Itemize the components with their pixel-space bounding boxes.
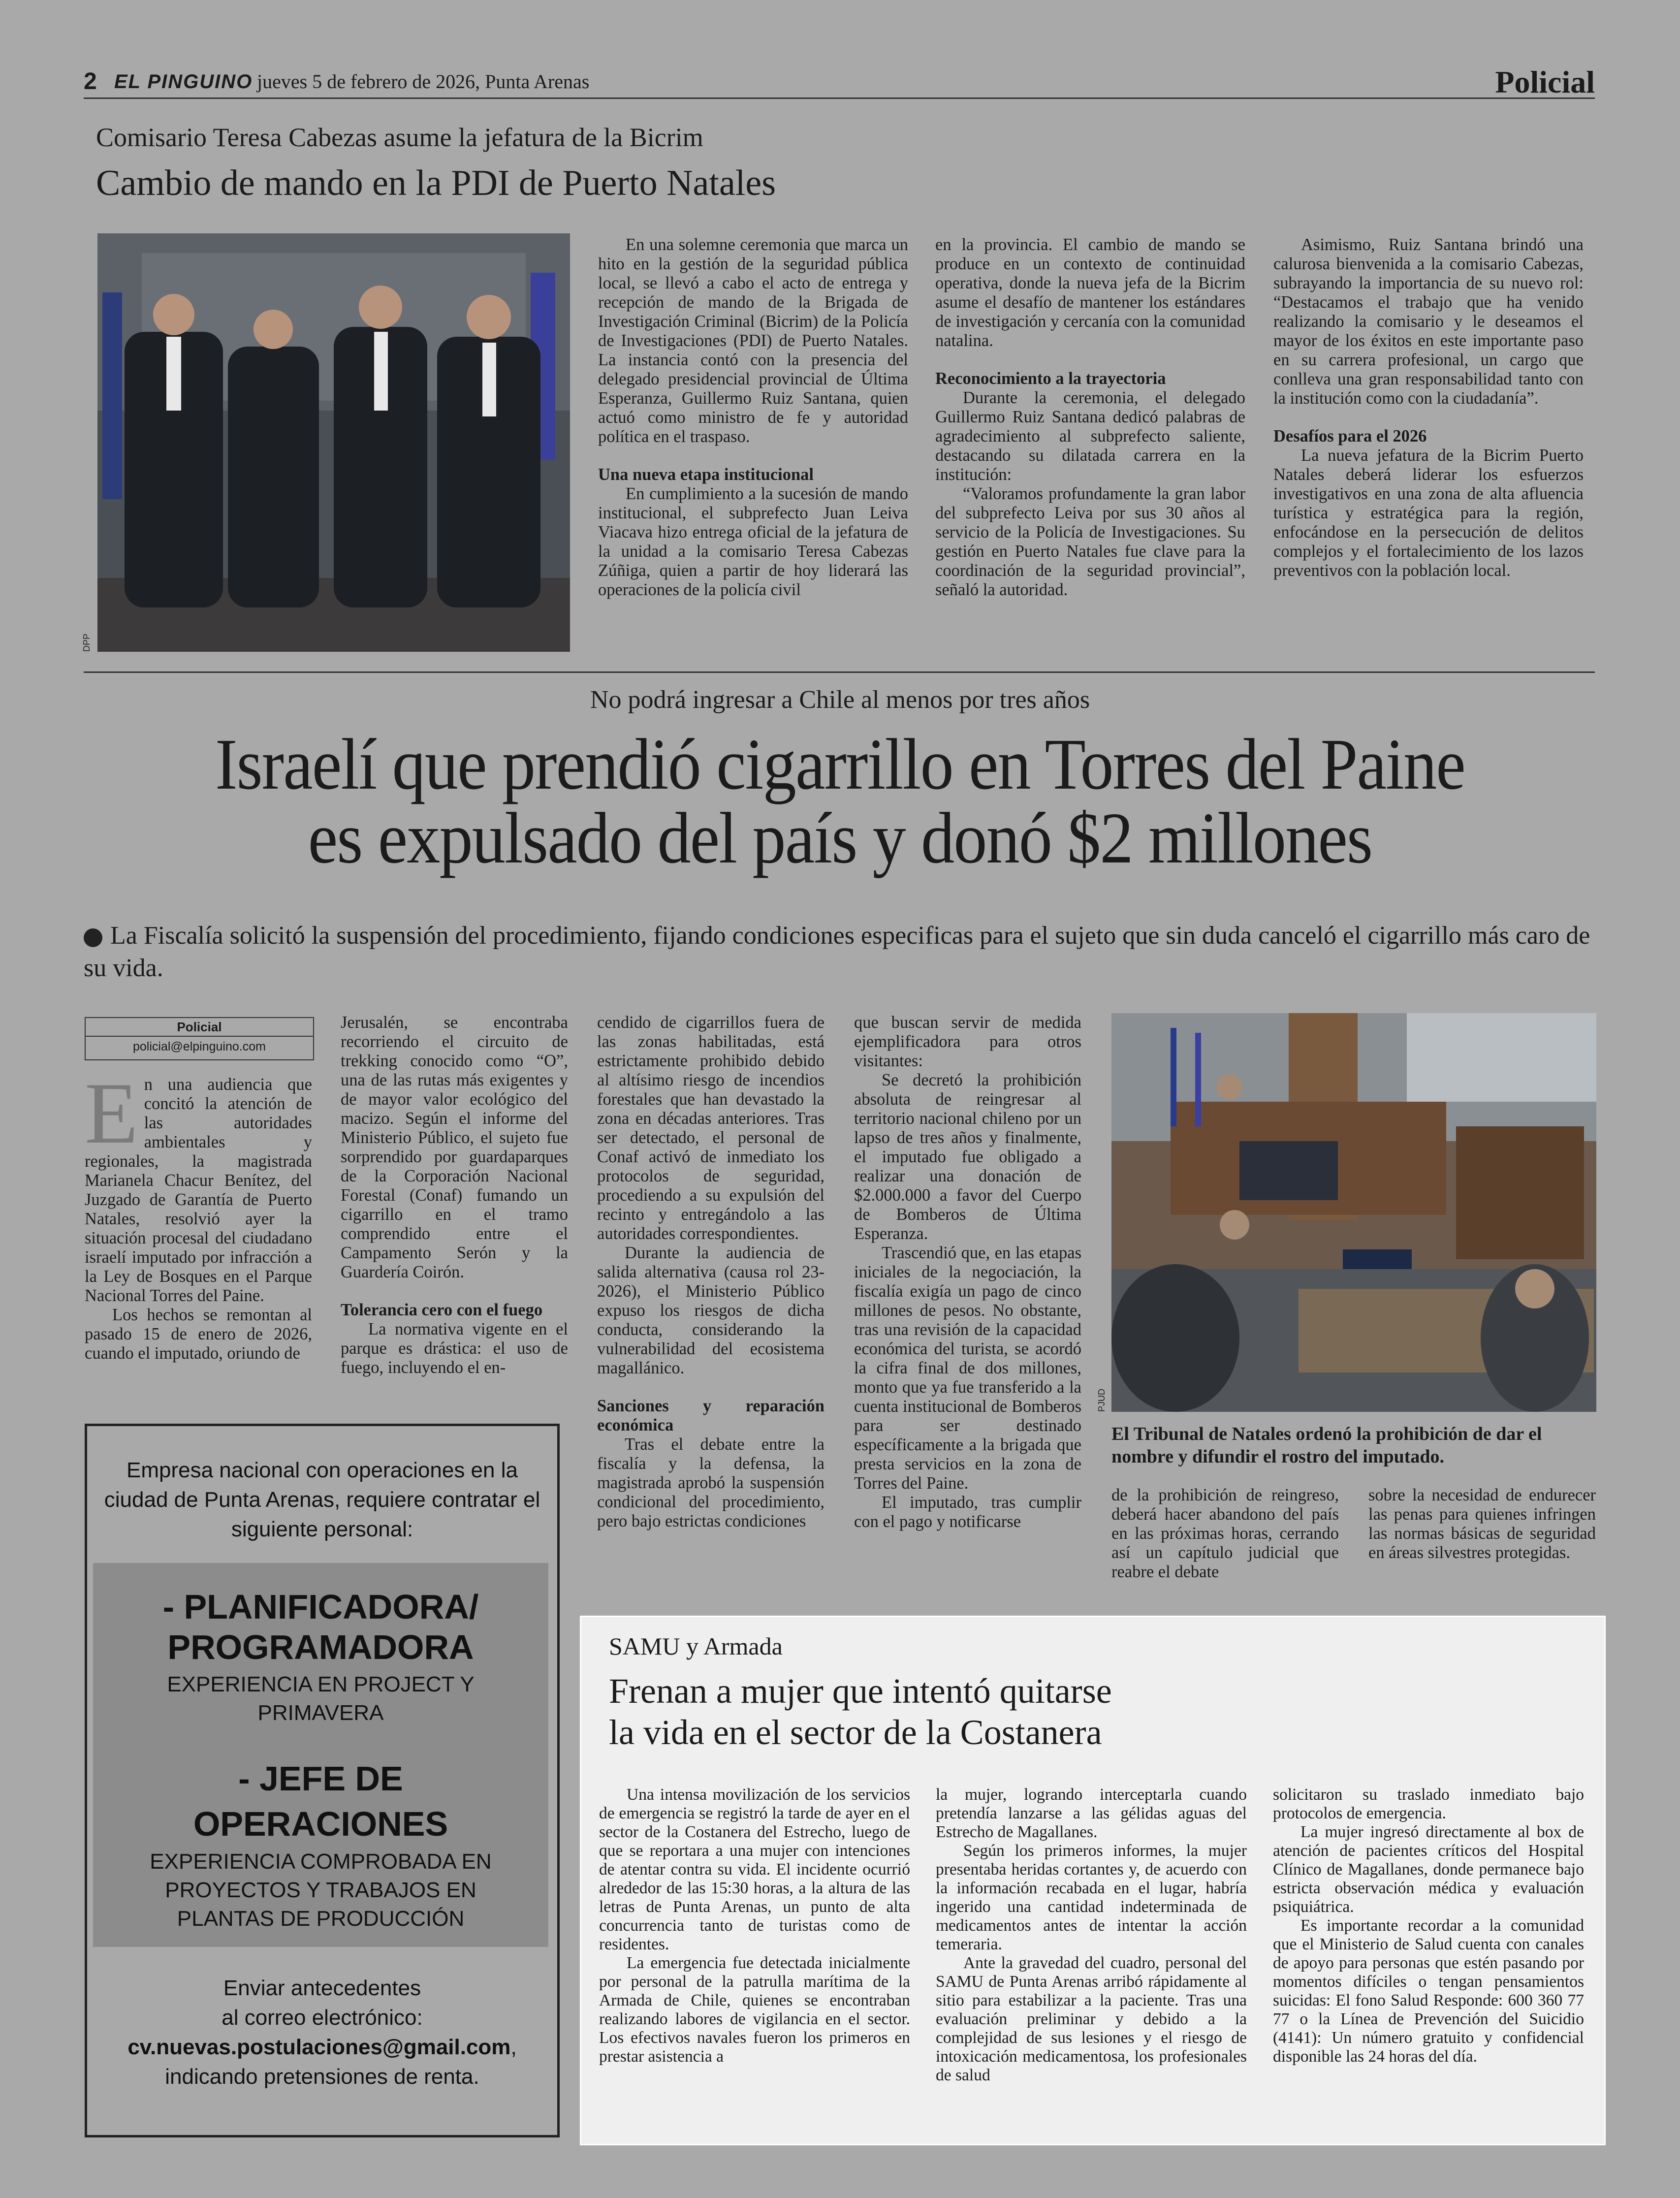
article2-kicker: No podrá ingresar a Chile al menos por tres años bbox=[590, 686, 1090, 714]
article2-lead bbox=[84, 920, 1595, 985]
article2-headline-line2: es expulsado del país y donó $2 millones bbox=[308, 798, 1372, 879]
article2-column-2 bbox=[341, 1013, 568, 1377]
article2-headline-line1: Israelí que prendió cigarrillo en Torres del Paine bbox=[215, 724, 1465, 805]
article2-column-4 bbox=[854, 1013, 1081, 1531]
article2-column-3 bbox=[597, 1013, 824, 1531]
article1-photo bbox=[97, 233, 570, 652]
ceremony-photo-illustration bbox=[97, 233, 570, 652]
article2-column-1 bbox=[85, 1064, 312, 1363]
section-divider bbox=[84, 671, 1595, 673]
subheading: Tolerancia cero con el fuego bbox=[341, 1301, 543, 1319]
paragraph: La nueva jefatura de la Bicrim Puerto Natales deberá liderar los esfuerzos investigativos en una zona de alta afluencia turística y estratégica para la región, enfocándose en la persecución de delitos complejos y el fortalecimiento de los lazos preventivos con la población local. bbox=[1273, 446, 1584, 580]
dateline: jueves 5 de febrero de 2026, Punta Arenas bbox=[257, 70, 590, 93]
article2-headline bbox=[67, 724, 1613, 879]
drop-cap: E bbox=[85, 1064, 138, 1162]
article1-column-1 bbox=[598, 235, 908, 600]
article3-column-3 bbox=[1273, 1785, 1584, 2066]
subheading: Una nueva etapa institucional bbox=[598, 465, 814, 484]
job1-title bbox=[93, 1587, 548, 1667]
paragraph: Se decretó la prohibición absoluta de reingresar al territorio nacional chileno por un lapso de tres años y finalmente, el imputado fue obligado a realizar una donación de $2.000.000 a favor del Cuerpo de Bomberos de Última Esperanza. bbox=[854, 1071, 1081, 1243]
ad-email-link[interactable]: cv.nuevas.postulaciones@gmail.com bbox=[127, 2035, 511, 2059]
section-title: Policial bbox=[1495, 64, 1595, 99]
job2-requirements: EXPERIENCIA COMPROBADA EN PROYECTOS Y TRABAJOS EN PLANTAS DE PRODUCCIÓN bbox=[150, 1849, 492, 1931]
photo-credit: DPP bbox=[82, 633, 92, 652]
article3-box bbox=[580, 1616, 1606, 2145]
byline-box bbox=[85, 1017, 314, 1060]
job2-title bbox=[93, 1756, 548, 1847]
article2-column-5 bbox=[1111, 1486, 1339, 1582]
paragraph: Una intensa movilización de los servicios de emergencia se registró la tarde de ayer en el sector de la Costanera del Estrecho, luego de que se reportara a una mujer con intenciones de atentar contra su vida. El incidente ocurrió alrededor de las 15:30 horas, a la altura de las letras de Punta Arenas, un punto de alta concurrencia tanto de turistas como de residentes. bbox=[599, 1785, 910, 1953]
byline-section: Policial bbox=[86, 1018, 313, 1037]
article3-column-2 bbox=[936, 1785, 1247, 2085]
job1-title-line2: PROGRAMADORA bbox=[167, 1628, 474, 1666]
paragraph: La normativa vigente en el parque es drástica: el uso de fuego, incluyendo el en- bbox=[341, 1320, 568, 1377]
bullet-icon bbox=[84, 928, 102, 947]
article3-headline bbox=[609, 1670, 1446, 1753]
paragraph: Tras el debate entre la fiscalía y la defensa, la magistrada aprobó la suspensión condicional del procedimiento, pero bajo estrictas condiciones bbox=[597, 1435, 824, 1530]
byline-email[interactable]: policial@elpinguino.com bbox=[133, 1040, 266, 1053]
paragraph: En cumplimiento a la sucesión de mando institucional, el subprefecto Juan Leiva Viacava hizo entrega oficial de la jefatura de la unidad a la comisario Teresa Cabezas Zúñiga, quien a partir de hoy liderará las operaciones de la policía civil bbox=[598, 484, 908, 599]
article1-kicker: Comisario Teresa Cabezas asume la jefatura de la Bicrim bbox=[96, 123, 703, 152]
page-number: 2 bbox=[84, 68, 97, 95]
paragraph: cendido de cigarrillos fuera de las zonas habilitadas, está estrictamente prohibido debido al altísimo riesgo de incendios forestales que han devastado la zona en décadas anteriores. Tras ser detectado, el personal de Conaf activó de inmediato los protocolos de seguridad, procediendo a su expulsión del recinto y entregándolo a las autoridades correspondientes. bbox=[597, 1013, 824, 1243]
paragraph: solicitaron su traslado inmediato bajo protocolos de emergencia. bbox=[1273, 1785, 1584, 1822]
paragraph: “Valoramos profundamente la gran labor del subprefecto Leiva por sus 30 años al servicio de la Policía de Investigaciones. Su gestión en Puerto Natales fue clave para la coordinación de la seguridad provincial”, señaló la autoridad. bbox=[935, 484, 1245, 599]
article1-headline: Cambio de mando en la PDI de Puerto Natales bbox=[96, 163, 776, 203]
paragraph: en la provincia. El cambio de mando se produce en un contexto de continuidad operativa, donde la nueva jefa de la Bicrim asume el desafío de mantener los estándares de investigación y cercanía con la comunidad natalina. bbox=[935, 235, 1245, 350]
subheading: Reconocimiento a la trayectoria bbox=[935, 369, 1166, 388]
article1-column-3 bbox=[1273, 235, 1584, 580]
job2-title-line1: - JEFE DE bbox=[238, 1759, 403, 1798]
paragraph: Según los primeros informes, la mujer presentaba heridas cortantes y, de acuerdo con la información recabada en el lugar, habría ingerido una cantidad indeterminada de medicamentos antes de intentar la acción temeraria. bbox=[936, 1842, 1247, 1953]
paragraph: El imputado, tras cumplir con el pago y notificarse bbox=[854, 1493, 1081, 1531]
paragraph: Trascendió que, en las etapas iniciales de la negociación, la fiscalía exigía un pago de cinco millones de pesos. No obstante, tras una revisión de la capacidad económica del turista, se acordó la cifra final de dos millones, monto que ya fue transferido a la cuenta institucional de Bomberos para ser destinado específicamente a la brigada que presta servicios en la zona de Torres del Paine. bbox=[854, 1243, 1081, 1493]
ad-send-line4: indicando pretensiones de renta. bbox=[165, 2065, 479, 2089]
page-header bbox=[84, 64, 1595, 99]
photo-credit-2: PJUD bbox=[1097, 1388, 1107, 1412]
job1-title-line1: - PLANIFICADORA/ bbox=[162, 1588, 479, 1626]
paragraph: Es importante recordar a la comunidad que el Ministerio de Salud cuenta con canales de apoyo para personas que estén pasando por momentos difíciles o tengan pensamientos suicidas: El fono Salud Responde: 600 360 77 77 o la Línea de Prevención del Suicidio (4141): Un número gratuito y confidencial disponible las 24 horas del día. bbox=[1273, 1916, 1584, 2066]
newspaper-logo: EL PINGUINO bbox=[114, 71, 253, 93]
job2-title-line2: OPERACIONES bbox=[193, 1805, 448, 1843]
ad-intro: Empresa nacional con operaciones en la ciudad de Punta Arenas, requiere contratar el siguiente personal: bbox=[104, 1458, 540, 1541]
job-advertisement bbox=[85, 1424, 560, 2137]
paragraph: Durante la ceremonia, el delegado Guillermo Ruiz Santana dedicó palabras de agradecimiento al subprefecto saliente, destacando su dilatada carrera en la institución: bbox=[935, 388, 1245, 484]
article2-column-6 bbox=[1368, 1486, 1596, 1562]
article3-kicker: SAMU y Armada bbox=[609, 1632, 783, 1660]
ad-send-line2: al correo electrónico: bbox=[222, 2006, 423, 2030]
paragraph: la mujer, logrando interceptarla cuando pretendía lanzarse a las gélidas aguas del Estrecho de Magallanes. bbox=[936, 1785, 1247, 1841]
paragraph: Asimismo, Ruiz Santana brindó una calurosa bienvenida a la comisario Cabezas, subrayando la importancia de su nuevo rol: “Destacamos el trabajo que ha venido realizando la comisario y le deseamos el mayor de los éxitos en este importante paso en su carrera profesional, un cargo que conlleva una gran responsabilidad tanto con la institución como con la ciudadanía”. bbox=[1273, 235, 1584, 408]
photo-caption: El Tribunal de Natales ordenó la prohibición de dar el nombre y difundir el rostro del imputado. bbox=[1111, 1424, 1542, 1467]
subheading: Sanciones y reparación económica bbox=[597, 1397, 824, 1434]
paragraph: La emergencia fue detectada inicialmente por personal de la patrulla marítima de la Armada de Chile, quienes se encontraban realizando labores de vigilancia en el sector. Los efectivos navales fueron los primeros en prestar asistencia a bbox=[599, 1954, 910, 2066]
subheading: Desafíos para el 2026 bbox=[1273, 427, 1427, 446]
ad-contact bbox=[92, 1974, 552, 2092]
article3-headline-line2: la vida en el sector de la Costanera bbox=[609, 1713, 1102, 1752]
ad-send-line1: Enviar antecedentes bbox=[223, 1976, 421, 2000]
paragraph: Durante la audiencia de salida alternativa (causa rol 23-2026), el Ministerio Público expuso los riesgos de dicha conducta, considerando la vulnerabilidad del ecosistema magallánico. bbox=[597, 1243, 824, 1377]
paragraph: de la prohibición de reingreso, deberá hacer abandono del país en las próximas horas, cerrando así un capítulo judicial que reabre el debate bbox=[1111, 1486, 1339, 1581]
paragraph: que buscan servir de medida ejemplificadora para otros visitantes: bbox=[854, 1013, 1081, 1070]
article1-column-2 bbox=[935, 235, 1245, 600]
article3-headline-line1: Frenan a mujer que intentó quitarse bbox=[609, 1671, 1112, 1711]
paragraph: n una audiencia que concitó la atención de las autoridades ambientales y regionales, la magistrada Marianela Chacur Benítez, del Juzgado de Garantía de Puerto Natales, resolvió ayer la situación procesal del ciudadano israelí imputado por infracción a la Ley de Bosques en el Parque Nacional Torres del Paine. bbox=[85, 1075, 312, 1305]
article2-lead-text: La Fiscalía solicitó la suspensión del procedimiento, fijando condiciones especificas para el sujeto que sin duda canceló el cigarrillo más caro de su vida. bbox=[84, 922, 1590, 982]
paragraph: Ante la gravedad del cuadro, personal del SAMU de Punta Arenas arribó rápidamente al sitio para estabilizar a la paciente. Tras una evaluación preliminar y debido a la complejidad de sus lesiones y el riesgo de intoxicación medicamentosa, los profesionales de salud bbox=[936, 1954, 1247, 2084]
job1-requirements: EXPERIENCIA EN PROJECT Y PRIMAVERA bbox=[167, 1672, 475, 1725]
article3-column-1 bbox=[599, 1785, 910, 2066]
ad-email-tail: , bbox=[510, 2035, 517, 2059]
paragraph: En una solemne ceremonia que marca un hito en la gestión de la seguridad pública local, se llevó a cabo el acto de entrega y recepción de mando de la Brigada de Investigación Criminal (Bicrim) de la Policía de Investigaciones (PDI) de Puerto Natales. La instancia contó con la presencia del delegado presidencial provincial de Última Esperanza, Guillermo Ruiz Santana, quien actuó como ministro de fe y autoridad política en el traspaso. bbox=[598, 235, 908, 446]
ad-highlight-band bbox=[93, 1563, 548, 1947]
paragraph: sobre la necesidad de endurecer las penas para quienes infringen las normas básicas de seguridad en áreas silvestres protegidas. bbox=[1368, 1486, 1596, 1562]
courtroom-photo-illustration bbox=[1111, 1013, 1596, 1412]
article2-photo bbox=[1111, 1013, 1596, 1412]
paragraph: La mujer ingresó directamente al box de atención de pacientes críticos del Hospital Clínico de Magallanes, donde permanece bajo estricta observación médica y evaluación psiquiátrica. bbox=[1273, 1823, 1584, 1916]
paragraph: Los hechos se remontan al pasado 15 de enero de 2026, cuando el imputado, oriundo de bbox=[85, 1306, 312, 1363]
paragraph: Jerusalén, se encontraba recorriendo el circuito de trekking conocido como “O”, una de las rutas más exigentes y de mayor valor ecológico del macizo. Según el informe del Ministerio Público, el sujeto fue sorprendido por guardaparques de la Corporación Nacional Forestal (Conaf) fumando un cigarrillo en el tramo comprendido entre el Campamento Serón y la Guardería Coirón. bbox=[341, 1013, 568, 1281]
